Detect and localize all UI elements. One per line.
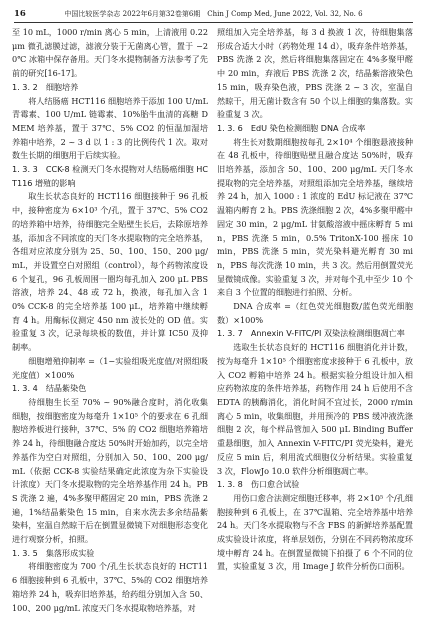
- section-heading: 1. 3. 3 CCK-8 检测天门冬水提物对人结肠癌细胞 HCT116 增殖的影响: [12, 164, 208, 188]
- formula: DNA 合成率 =（红色荧光细胞数/蓝色荧光细胞数）×100%: [217, 301, 413, 325]
- formula: 细胞增殖抑制率 =（1−实验组吸光度值/对照组吸光度值）×100%: [12, 355, 208, 380]
- body-paragraph: 将人结肠癌 HCT116 细胞培养于添加 100 U/mL 青霉素、100 U/mL 链霉素、10%胎牛血清的高糖 DMEM 培养基，置于 37℃、5% CO2 的恒温加湿培养箱中培养，2 ~ 3 d 以 1 : 3 的比例传代 1 次。取对数生长期的细胞用于后续实验。: [12, 95, 208, 161]
- section-heading: 1. 3. 2 细胞培养: [12, 81, 79, 92]
- body-paragraph: 用伤口愈合法测定细胞迁移率，将 2×10⁵ 个/孔细胞接种到 6 孔板上，在 37℃温箱、完全培养基中培养 24 h。天门冬水提取物与不含 FBS 的新鲜培养基配置成实验设计浓度，将单层划伤，分别在不同药物浓度环境中孵育 24 h。在倒置显微镜下拍摄了 6 个不同的位置，实验重复 3 次，用 Image J 软件分析伤口面积。: [217, 492, 413, 572]
- continued-paragraph: 至 10 mL，1000 r/min 离心 5 min，上清液用 0.22 μm 微孔滤膜过滤，滤液分装于无菌离心管，置于 −20℃ 冰箱中保存备用。天门冬水提物制备方法参考了先前的研究[16-17]。: [12, 27, 208, 79]
- section-heading: 1. 3. 7 Annexin V-FITC/PI 双染法检测细胞凋亡率: [217, 328, 405, 339]
- body-paragraph: 选取生长状态良好的 HCT116 细胞消化并计数，按为每毫升 1×10⁵ 个细胞密度求接种于 6 孔板中，放入 CO2 孵箱中培养 24 h。根据实验分组设计加入相应药物浓度的条件培养基，药物作用 24 h 后使用不含 EDTA 的胰酶消化，消化时间不宜过长，2000 r/min 离心 5 min，收集细胞，并用预冷的 PBS 缓冲液洗涤细胞 2 次，每个样品管加入 500 μL Binding Buffer 重悬细胞，加入 Annexin V-FITC/PI 荧光染料，避光反应 5 min 后，利用流式细胞仪分析结果。实验重复 3 次，FlowJo 10.0 软件分析细胞凋亡率。: [217, 342, 413, 476]
- right-column: [217, 26, 413, 618]
- body-paragraph: 待细胞生长至 70% ~ 90%融合度时，消化收集细胞，按细胞密度为每毫升 1×10⁵ 个的要求在 6 孔细胞培养板进行接种，37℃、5% 的 CO2 细胞培养箱培养 24 h，待细胞融合度达 50%时开始加药，以完全培养基作为空白对照组，分别加入 50、100、200 μg/mL（依据 CCK-8 实验结果确定此浓度为杂下实验设计浓度）天门冬水提取物的完全培养基作用 24 h。PBS 洗涤 2 遍，4%多聚甲醛固定 20 min，PBS 洗涤 2 遍，1%结晶紫染色 15 min，自来水洗去多余结晶紫染料，室温自然晾干后在倒置显微镜下对细胞形态变化进行观察分析，拍照。: [12, 396, 208, 545]
- body-paragraph: 取生长状态良好的 HCT116 细胞接种于 96 孔板中，接种密度为 6×10³ 个/孔，置于 37℃、5% CO2 的培养箱中培养，待细胞完全贴壁生长后，去除原培养基，添加含不同浓度的天门冬水提取物的完全培养基，各组对应浓度分别为 25、50、100、150、200 μg/mL，并设置空白对照组（control），每个药物浓度设 6 个复孔，96 孔板周围一圈均每孔加入 200 μL PBS 溶液，培养 24、48 或 72 h，换液，每孔加入含 10% CCK-8 的完全培养基 100 μL，培养箱中继续孵育 4 h。用酶标仪测定 450 nm 波长处的 OD 值。实验重复 3 次，记录每块板的数值，并计算 IC50 及抑制率。: [12, 191, 208, 353]
- section-heading: 1. 3. 8 伤口愈合试验: [217, 479, 300, 490]
- section-heading: 1. 3. 6 EdU 染色检测细胞 DNA 合成率: [217, 122, 366, 133]
- running-header: [14, 8, 413, 20]
- body-paragraph: 将细胞密度为 700 个/孔生长状态良好的 HCT116 细胞接种到 6 孔板中，37℃、5%的 CO2 细胞培养箱培养 24 h，吸弃旧培养基，给药组分别加入含 50、100、200 μg/mL 浓度天门冬水提取物培养基，对: [12, 561, 208, 613]
- body-paragraph: 将生长对数期细胞按每孔 2×10⁴ 个细胞悬液接种在 48 孔板中，待细胞贴壁且融合度达 50%时，吸弃旧培养基，添加含 50、100、200 μg/mL 天门冬水提取物的完全培养基，对照组添加完全培养基，继续培养 24 h，加入 1000 : 1 浓度的 EdU 标记液在 37℃温箱内孵育 2 h。PBS 洗涤细胞 2 次，4%多聚甲醛中固定 30 min，2 μg/mL 甘氨酸溶液中摇床孵育 5 min，PBS 洗涤 5 min，0.5% TritonX-100 摇床 10 min，PBS 洗涤 5 min，荧光染料避光孵育 30 min，PBS 每次洗涤 10 min，共 3 次。然后用倒置荧光显微镜成像。实验重复 3 次，并对每个孔中至少 10 个来自 3 个位置的细胞进行拍照、分析。: [217, 136, 413, 298]
- left-column: [12, 26, 208, 618]
- section-heading: 1. 3. 5 集落形成实验: [12, 547, 95, 558]
- journal-title: 中国比较医学杂志 2022年6月第32卷第6期 Chin J Comp Med, June 2022, Vol. 32, No. 6: [64, 10, 363, 18]
- page-number: 16: [14, 9, 26, 19]
- header-rule: [14, 22, 413, 23]
- section-heading: 1. 3. 4 结晶紫染色: [12, 383, 87, 394]
- continued-paragraph: 照组加入完全培养基，每 3 d 换液 1 次，待细胞集落形成合适大小时（药物处理 14 d），吸弃条件培养基，PBS 洗涤 2 次，然后将细胞集落固定在 4%多聚甲醛中 20 min，弃液后 PBS 洗涤 2 次，结晶紫溶液染色 15 min，吸弃染色液，PBS 洗涤 2 ~ 3 次，室温自然晾干，用无菌计数含有 50 个以上细胞的集落数。实验重复 3 次。: [217, 27, 413, 120]
